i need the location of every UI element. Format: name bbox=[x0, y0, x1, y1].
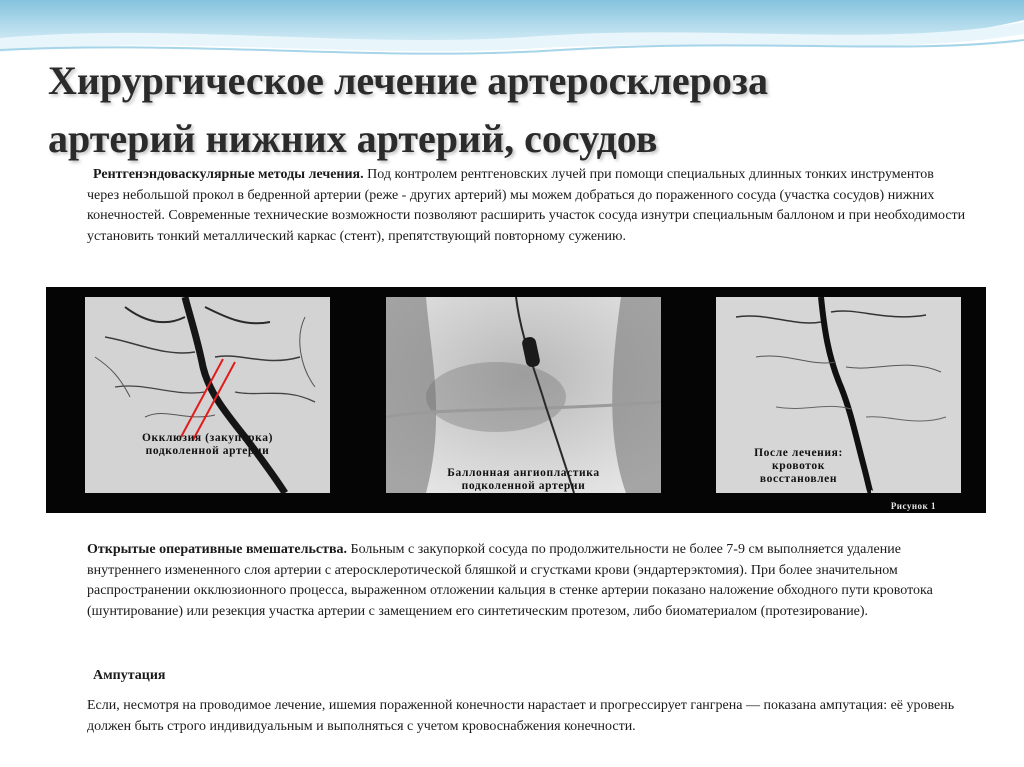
angiogram-after-treatment-image bbox=[716, 297, 961, 493]
angiography-figure bbox=[46, 287, 986, 513]
panel-1-caption-line-1: Окклюзия (закупорка) bbox=[142, 432, 273, 444]
panel-3-caption bbox=[716, 447, 881, 486]
angiogram-balloon-image bbox=[386, 297, 661, 493]
figure-label: Рисунок 1 bbox=[890, 501, 936, 511]
panel-3-caption-line-2: кровоток bbox=[772, 460, 825, 472]
panel-3-caption-line-3: восстановлен bbox=[759, 473, 838, 485]
panel-3-caption-line-1: После лечения: bbox=[754, 447, 843, 459]
section-open-surgery-heading: Открытые оперативные вмешательства. bbox=[87, 542, 348, 557]
panel-1-caption bbox=[85, 432, 330, 458]
panel-1-caption-line-2: подколенной артерии bbox=[145, 445, 270, 457]
section-open-surgery bbox=[87, 540, 967, 622]
section-amputation-heading: Ампутация bbox=[93, 668, 166, 683]
section-endovascular-text: Под контролем рентгеновских лучей при помощи специальных длинных тонких инструментов через небольшой прокол в бедренной артерии (реже - других артерий) мы можем добраться до пораженного сосуда (участка сосудов) нижних конечностей. Современные технические возможности позволяют расширить участок сосуда изнутри специальным баллоном и при необходимости установить тонкий металлический каркас (стент), препятствующий повторному сужению. bbox=[87, 167, 966, 244]
panel-2-caption-line-2: подколенной артерии bbox=[461, 480, 586, 492]
title-line-2: артерий нижних артерий, сосудов bbox=[48, 116, 658, 161]
title-line-1: Хирургическое лечение артеросклероза bbox=[48, 58, 768, 103]
section-endovascular bbox=[87, 165, 967, 247]
panel-2-caption-line-1: Баллонная ангиопластика bbox=[447, 467, 600, 479]
panel-2-caption bbox=[386, 467, 661, 493]
section-endovascular-heading: Рентгенэндоваскулярные методы лечения. bbox=[93, 167, 364, 182]
page-title bbox=[48, 52, 1008, 168]
section-amputation-text: Если, несмотря на проводимое лечение, ишемия пораженной конечности нарастает и прогрессирует гангрена — показана ампутация: её уровень должен быть строго индивидуальным и выполняться с учетом кровоснабжения конечности. bbox=[87, 698, 955, 734]
section-open-surgery-text: Больным с закупоркой сосуда по продолжительности не более 7-9 см выполняется удаление внутреннего измененного слоя артерии с атеросклеротической бляшкой и сгустками крови (эндартерэктомия). При более значительном распространении окклюзионного процесса, выраженном отложении кальция в стенке артерии показано наложение обходного пути кровотока (шунтирование) или резекция участка артерии с замещением его синтетическим протезом, либо биоматериалом (протезирование). bbox=[87, 542, 933, 619]
angiogram-occlusion-image bbox=[85, 297, 330, 493]
